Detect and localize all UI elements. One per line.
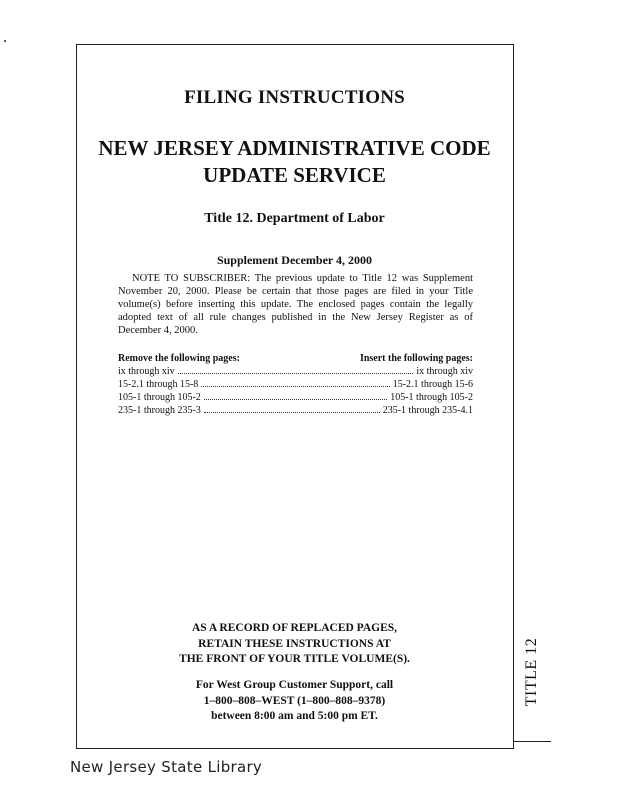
- support-hours: between 8:00 am and 5:00 pm ET.: [211, 710, 378, 722]
- scan-speck: [4, 40, 6, 42]
- remove-pages: 105-1 through 105-2: [118, 392, 201, 403]
- code-title-line2: UPDATE SERVICE: [203, 163, 386, 187]
- dot-leader: [204, 391, 387, 400]
- support-phone: 1–800–808–WEST (1–800–808–9378): [203, 694, 386, 707]
- supplement-date: Supplement December 4, 2000: [216, 253, 373, 267]
- subscriber-note: NOTE TO SUBSCRIBER: The previous update to Title 12 was Supplement November 20, 2000. Please be certain that those pages are filed in your Title volume(s) before inserting this update. The enclosed pages contain the legally adopted text of all rule changes published in the New Jersey Register as of December 4, 2000.: [118, 273, 473, 336]
- record-line1: AS A RECORD OF REPLACED PAGES,: [191, 622, 398, 634]
- tab-label-text: TITLE 12: [523, 637, 541, 707]
- title-line: Title 12. Department of Labor: [204, 211, 385, 226]
- remove-pages: 235-1 through 235-3: [118, 405, 201, 416]
- library-stamp: New Jersey State Library: [70, 758, 263, 776]
- tab-bottom-rule: [513, 741, 551, 742]
- table-row: [118, 391, 473, 404]
- customer-support: [76, 678, 513, 725]
- insert-pages: ix through xiv: [416, 366, 473, 377]
- code-title: [76, 135, 513, 189]
- remove-header: Remove the following pages:: [118, 353, 240, 364]
- insert-pages: 105-1 through 105-2: [390, 392, 473, 403]
- record-instructions: [76, 621, 513, 668]
- table-row: [118, 378, 473, 391]
- support-line1: For West Group Customer Support, call: [195, 679, 394, 691]
- table-row: [118, 365, 473, 378]
- record-line3: THE FRONT OF YOUR TITLE VOLUME(S).: [179, 653, 410, 665]
- remove-pages: 15-2.1 through 15-8: [118, 379, 199, 390]
- tab-label: [512, 632, 552, 712]
- dot-leader: [178, 365, 414, 374]
- dot-leader: [201, 378, 389, 387]
- dot-leader: [204, 404, 380, 413]
- insert-pages: 15-2.1 through 15-6: [392, 379, 473, 390]
- code-title-line1: NEW JERSEY ADMINISTRATIVE CODE: [98, 136, 491, 160]
- insert-pages: 235-1 through 235-4.1: [382, 405, 473, 416]
- remove-pages: ix through xiv: [118, 366, 175, 377]
- record-line2: RETAIN THESE INSTRUCTIONS AT: [198, 637, 391, 650]
- insert-header: Insert the following pages:: [359, 353, 473, 364]
- page-replacement-table: [118, 352, 473, 417]
- table-row: [118, 404, 473, 417]
- page-heading: FILING INSTRUCTIONS: [184, 87, 405, 108]
- table-header: [118, 352, 473, 365]
